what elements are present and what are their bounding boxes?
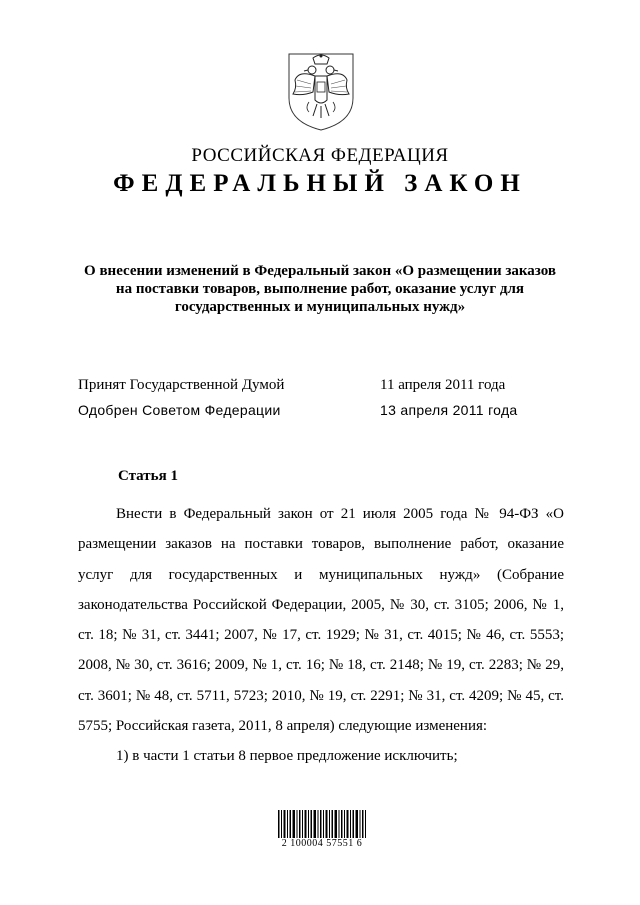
barcode-icon — [278, 810, 368, 838]
adoption-council-date: 13 апреля 2011 года — [380, 402, 518, 418]
article-paragraph: Внести в Федеральный закон от 21 июля 2005 года № 94-ФЗ «О размещении заказов на поставки товаров, выполнение работ, оказание услуг для государственных и муниципальных нужд» (Собрание законодательства Российской Федерации, 2005, № 30, ст. 3105; 2006, № 1, ст. 18; № 31, ст. 3441; 2007, № 17, ст. 1929; № 31, ст. 4015; № 46, ст. 5553; 2008, № 30, ст. 3616; 2009, № 1, ст. 16; № 18, ст. 2148; № 19, ст. 2283; № 29, ст. 3601; № 48, ст. 5711, 5723; 2010, № 19, ст. 2291; № 31, ст. 4209; № 45, ст. 5755; Российская газета, 2011, 8 апреля) следующие изменения: — [78, 506, 564, 735]
adoption-duma-date: 11 апреля 2011 года — [380, 377, 506, 393]
law-title-line: государственных и муниципальных нужд» — [174, 299, 466, 315]
adoption-duma-label: Принят Государственной Думой — [78, 377, 285, 393]
law-title-line: О внесении изменений в Федеральный закон «О размещении заказов — [84, 263, 556, 279]
article-title: Статья 1 — [118, 468, 178, 484]
law-title-line: на поставки товаров, выполнение работ, оказание услуг для — [115, 281, 525, 297]
law-title — [60, 262, 580, 316]
adoption-council-label: Одобрен Советом Федерации — [78, 402, 281, 418]
barcode-number: 2 100004 57551 6 — [281, 838, 363, 849]
country-name: РОССИЙСКАЯ ФЕДЕРАЦИЯ — [191, 145, 449, 166]
article-paragraph: 1) в части 1 статьи 8 первое предложение исключить; — [116, 748, 458, 765]
document-type: ФЕДЕРАЛЬНЫЙ ЗАКОН — [113, 170, 527, 197]
coat-of-arms-icon — [285, 50, 357, 132]
article-body — [78, 499, 564, 772]
